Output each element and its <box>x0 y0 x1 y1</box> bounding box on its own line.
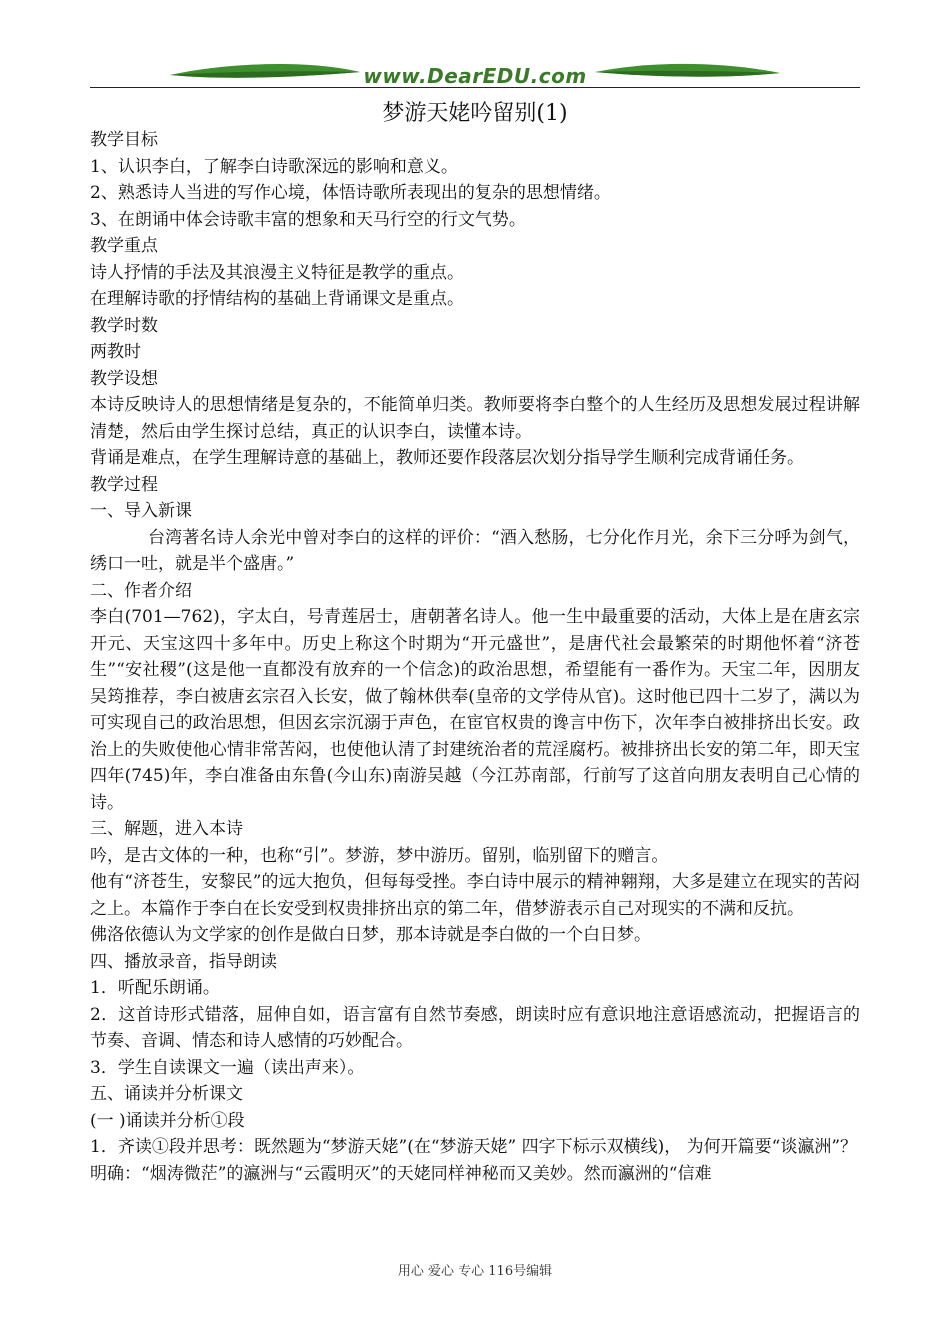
header-divider <box>90 87 860 88</box>
paragraph: 吟，是古文体的一种，也称“引”。梦游，梦中游历。留别，临别留下的赠言。 <box>90 845 669 866</box>
section-heading: (一 )诵读并分析①段 <box>90 1110 245 1131</box>
paragraph: 2、熟悉诗人当进的写作心境，体悟诗歌所表现出的复杂的思想情绪。 <box>90 183 611 203</box>
section-heading: 三、解题，进入本诗 <box>90 819 243 839</box>
site-brand-text: www.DearEDU.com <box>363 64 587 88</box>
paragraph: 本诗反映诗人的思想情绪是复杂的，不能简单归类。教师要将李白整个的人生经历及思想发展过程讲解清楚，然后由学生探讨总结，真正的认识李白，读懂本诗。 <box>90 395 860 442</box>
site-header-banner <box>90 56 860 96</box>
section-heading: 教学时数 <box>90 315 158 336</box>
paragraph: 台湾著名诗人余光中曾对李白的这样的评价：“酒入愁肠，七分化作月光，余下三分呼为剑气，绣口一吐，就是半个盛唐。” <box>90 527 860 574</box>
paragraph: 3．学生自读课文一遍（读出声来）。 <box>90 1057 365 1078</box>
paragraph: 2．这首诗形式错落，屈伸自如，语言富有自然节奏感，朗读时应有意识地注意语感流动，把握语言的节奏、音调、情态和诗人感情的巧妙配合。 <box>90 1004 860 1051</box>
paragraph: 两教时 <box>90 342 141 362</box>
section-heading: 教学过程 <box>90 474 158 495</box>
paragraph: 1、认识李白，了解李白诗歌深远的影响和意义。 <box>90 156 458 177</box>
section-heading: 教学目标 <box>90 130 158 150</box>
paragraph: 1．听配乐朗诵。 <box>90 978 220 998</box>
section-heading: 教学设想 <box>90 368 158 389</box>
page-footer: 用心 爱心 专心 116号编辑 <box>397 1264 553 1279</box>
paragraph: 他有“济苍生，安黎民”的远大抱负，但每每受挫。李白诗中展示的精神翱翔，大多是建立在现实的苦闷之上。本篇作于李白在长安受到权贵排挤出京的第二年，借梦游表示自己对现实的不满和反抗。 <box>90 872 860 919</box>
document-body <box>90 127 860 1187</box>
page-title: 梦游天姥吟留别(1) <box>382 101 568 126</box>
section-heading: 五、诵读并分析课文 <box>90 1084 243 1104</box>
section-heading: 四、播放录音，指导朗读 <box>90 951 277 972</box>
paragraph: 李白(701—762)，字太白，号青莲居士，唐朝著名诗人。他一生中最重要的活动，大体上是在唐玄宗开元、天宝这四十多年中。历史上称这个时期为“开元盛世”，是唐代社会最繁荣的时期他怀着“济苍生”“安社稷”(这是他一直都没有放弃的一个信念)的政治思想，希望能有一番作为。天宝二年，因朋友吴筠推荐，李白被唐玄宗召入长安，做了翰林供奉(皇帝的文学侍从官)。这时他已四十二岁了，满以为可实现自己的政治思想，但因玄宗沉溺于声色，在宦官权贵的谗言中伤下，次年李白被排挤出长安。政治上的失败使他心情非常苦闷，也使他认清了封建统治者的荒淫腐朽。被排挤出长安的第二年，即天宝四年(745)年，李白准备由东鲁(今山东)南游吴越（今江苏南部，行前写了这首向朋友表明自己心情的诗。 <box>90 607 860 813</box>
paragraph: 背诵是难点，在学生理解诗意的基础上，教师还要作段落层次划分指导学生顺利完成背诵任务。 <box>90 448 804 468</box>
paragraph: 明确：“烟涛微茫”的瀛洲与“云霞明灭”的天姥同样神秘而又美妙。然而瀛洲的“信难 <box>90 1163 712 1184</box>
section-heading: 教学重点 <box>90 236 158 256</box>
paragraph: 佛洛依德认为文学家的创作是做白日梦，那本诗就是李白做的一个白日梦。 <box>90 925 651 945</box>
paragraph: 3、在朗诵中体会诗歌丰富的想象和天马行空的行文气势。 <box>90 209 526 230</box>
section-heading: 一、导入新课 <box>90 501 192 521</box>
paragraph: 在理解诗歌的抒情结构的基础上背诵课文是重点。 <box>90 289 464 309</box>
paragraph: 1．齐读①段并思考：既然题为“梦游天姥”(在“梦游天姥” 四字下标示双横线)， 为何开篇要“谈瀛洲”？ <box>90 1137 858 1157</box>
paragraph: 诗人抒情的手法及其浪漫主义特征是教学的重点。 <box>90 262 464 283</box>
section-heading: 二、作者介绍 <box>90 580 192 601</box>
